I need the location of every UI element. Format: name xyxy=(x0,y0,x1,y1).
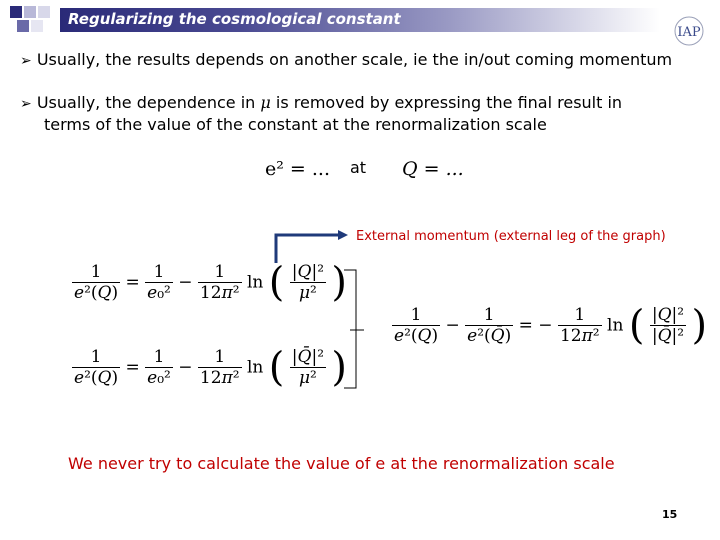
bracket-connector xyxy=(336,268,366,392)
eq-at-label: at xyxy=(350,158,367,177)
equation-qbar: $\frac{1}{\text{e²(Q)}}$ = $\frac{1}{\text{e₀²}}$ − $\frac{1}{\text{12π²}}$ ln ( $\frac{\text{|Q̄|²}}{\text{μ²}}$ ) xyxy=(74,344,348,391)
equation-q: $\frac{1}{\text{e²(Q)}}$ = $\frac{1}{\text{e₀²}}$ − $\frac{1}{\text{12π²}}$ ln ( $\frac{\text{|Q|²}}{\text{μ²}}$ ) xyxy=(74,259,348,306)
eq-q-value: Q = ... xyxy=(402,158,464,180)
bullet-2 xyxy=(20,92,622,115)
external-momentum-label: External momentum (external leg of the graph) xyxy=(356,229,666,244)
iap-logo xyxy=(672,14,706,48)
corner-decoration xyxy=(8,4,58,34)
bullet-1 xyxy=(20,49,672,72)
conclusion-text: We never try to calculate the value of e at the renormalization scale xyxy=(68,454,615,473)
bullet-arrow-icon: ➢ xyxy=(20,96,32,112)
svg-text:IAP: IAP xyxy=(677,25,701,40)
bullet-1-text: Usually, the results depends on another scale, ie the in/out coming momentum xyxy=(36,50,673,69)
bullet-arrow-icon: ➢ xyxy=(20,53,32,69)
eq-e-squared: e² = ... xyxy=(265,158,330,180)
bullet-2-text-a: Usually, the dependence in xyxy=(36,93,256,112)
mu-symbol: μ xyxy=(260,93,271,112)
bullet-2-line-2: terms of the value of the constant at the renormalization scale xyxy=(44,115,547,134)
equation-difference: $\frac{1}{\text{e²(Q)}}$ − $\frac{1}{\text{e²(Q̄)}}$ = − $\frac{1}{\text{12π²}}$ ln ( $\frac{\text{|Q|²}}{\text{|Q̄|²}}$ ) xyxy=(394,302,708,349)
slide-title: Regularizing the cosmological constant xyxy=(68,10,401,28)
page-number: 15 xyxy=(662,508,678,521)
bullet-2-text-b: is removed by expressing the final result in xyxy=(275,93,623,112)
